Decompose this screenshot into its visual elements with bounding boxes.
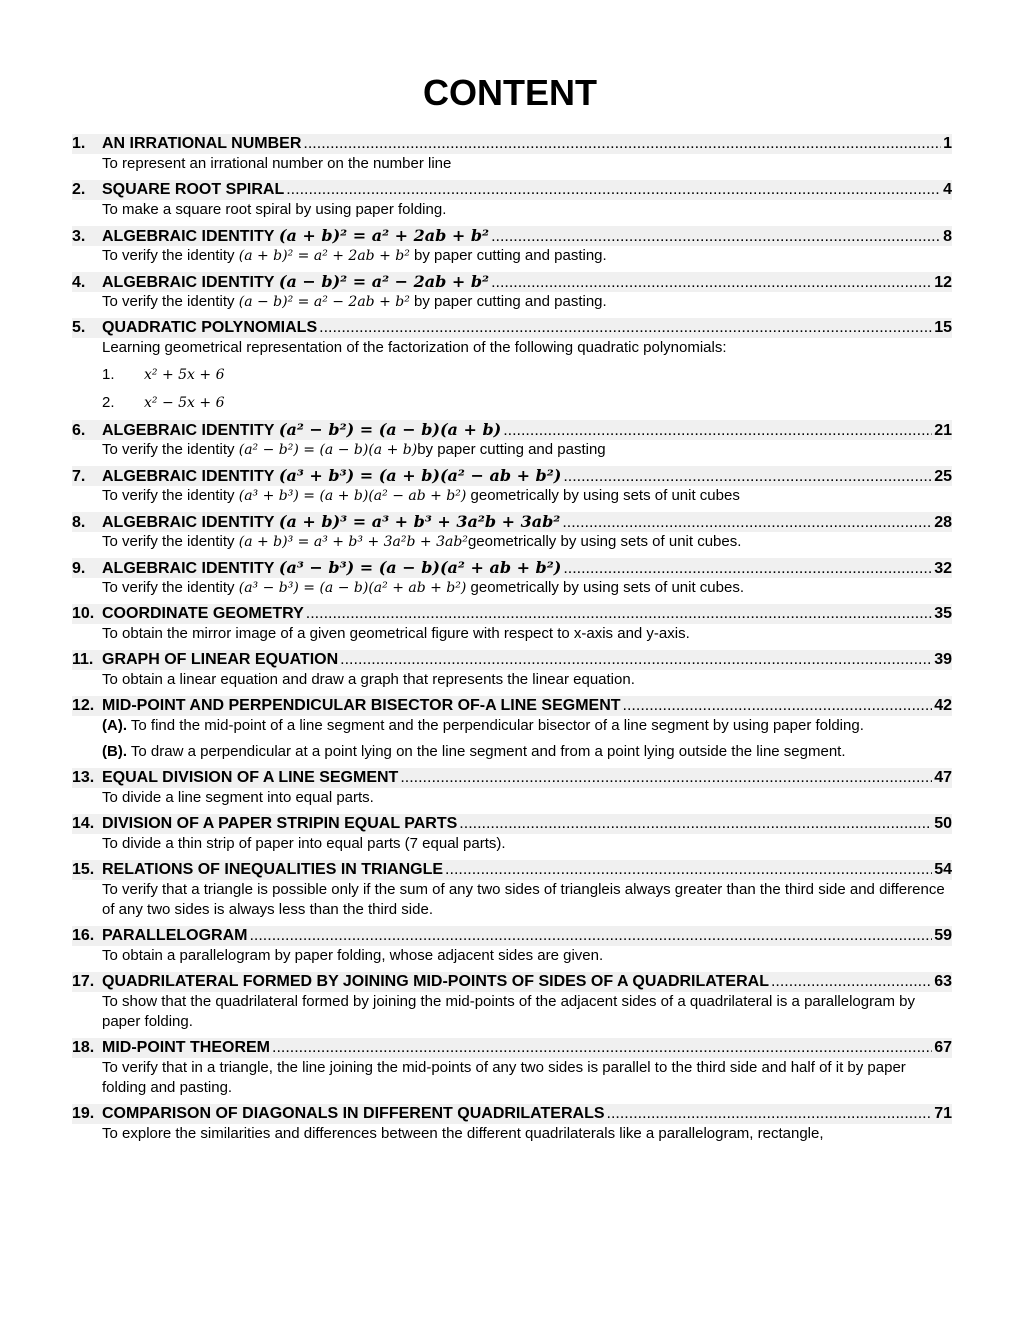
entry-page: 28 — [934, 514, 952, 531]
entry-number: 10. — [72, 605, 95, 622]
entry-page: 71 — [934, 1105, 952, 1122]
entry-number: 5. — [72, 319, 86, 336]
entry-title: RELATIONS OF INEQUALITIES IN TRIANGLE — [102, 861, 444, 878]
toc-entry[interactable] — [72, 650, 952, 690]
dot-leader — [286, 180, 941, 200]
dot-leader — [503, 421, 932, 441]
entry-heading[interactable] — [72, 860, 952, 880]
entry-title: ALGEBRAIC IDENTITY — [102, 514, 275, 531]
entry-number: 6. — [72, 422, 86, 439]
entry-page: 25 — [934, 468, 952, 485]
entry-title: QUADRATIC POLYNOMIALS — [102, 319, 318, 336]
entry-description — [102, 532, 952, 552]
entry-title: ALGEBRAIC IDENTITY — [102, 422, 275, 439]
dot-leader — [319, 318, 932, 338]
toc-entry[interactable] — [72, 604, 952, 644]
dot-leader — [445, 860, 932, 880]
entry-description: Learning geometrical representation of the factorization of the following quadratic polynomials: — [102, 339, 727, 356]
toc-entry[interactable] — [72, 318, 952, 414]
entry-page: 21 — [934, 422, 952, 439]
entry-page: 50 — [934, 815, 952, 832]
desc-text: To verify the identity — [102, 441, 235, 458]
entry-number: 17. — [72, 973, 95, 990]
heading-formula: (a² − b²) = (a − b)(a + b) — [278, 420, 502, 439]
entry-heading[interactable] — [72, 512, 952, 532]
entry-description: To verify that a triangle is possible only if the sum of any two sides of triangleis always greater than the third side and difference of any two sides is always less than the third side. — [102, 881, 945, 918]
entry-number: 1. — [72, 135, 86, 152]
entry-heading[interactable] — [72, 814, 952, 834]
desc-text: To verify the identity — [102, 533, 235, 550]
part-label: (A). — [102, 717, 127, 734]
desc-formula: (a³ − b³) = (a − b)(a² + ab + b²) — [238, 580, 467, 596]
toc-entry[interactable] — [72, 768, 952, 808]
desc-text: To verify the identity — [102, 247, 235, 264]
entry-number: 16. — [72, 927, 95, 944]
entry-title: SQUARE ROOT SPIRAL — [102, 181, 285, 198]
entry-title: ALGEBRAIC IDENTITY — [102, 228, 275, 245]
entry-description: To make a square root spiral by using paper folding. — [102, 201, 447, 218]
entry-title: AN IRRATIONAL NUMBER — [102, 135, 302, 152]
heading-formula: (a + b)³ = a³ + b³ + 3a²b + 3ab² — [278, 512, 561, 531]
entry-description: To show that the quadrilateral formed by joining the mid-points of the adjacent sides of a quadrilateral is a parallelogram by paper folding. — [102, 993, 915, 1030]
entry-title: MID-POINT AND PERPENDICULAR BISECTOR OF-A LINE SEGMENT — [102, 697, 621, 714]
dot-leader — [563, 467, 932, 487]
toc-entry[interactable] — [72, 1104, 952, 1144]
toc-entry[interactable] — [72, 696, 952, 762]
desc-formula: (a + b)² = a² + 2ab + b² — [238, 248, 410, 264]
dot-leader — [400, 768, 932, 788]
entry-number: 14. — [72, 815, 95, 832]
dot-leader — [491, 227, 941, 247]
entry-number: 8. — [72, 514, 86, 531]
page-title: CONTENT — [423, 72, 597, 113]
toc-entry[interactable] — [72, 180, 952, 220]
desc-text: To find the mid-point of a line segment and the perpendicular bisector of a line segment by using paper folding. — [130, 717, 864, 734]
toc-entry[interactable] — [72, 272, 952, 312]
entry-heading[interactable] — [72, 768, 952, 788]
entry-number: 12. — [72, 697, 95, 714]
polynomial-item — [102, 364, 952, 386]
entry-title: DIVISION OF A PAPER STRIPIN EQUAL PARTS — [102, 815, 458, 832]
entry-page: 39 — [934, 651, 952, 668]
entry-page: 8 — [943, 228, 952, 245]
entry-description — [102, 742, 952, 762]
entry-page: 54 — [934, 861, 952, 878]
entry-description: To divide a line segment into equal parts. — [102, 789, 374, 806]
toc-entry[interactable] — [72, 860, 952, 920]
entry-page: 42 — [934, 697, 952, 714]
desc-text: by paper cutting and pasting — [417, 441, 606, 458]
desc-text: by paper cutting and pasting. — [414, 247, 607, 264]
toc-entry[interactable] — [72, 226, 952, 266]
desc-text: To verify the identity — [102, 293, 235, 310]
entry-number: 2. — [72, 181, 86, 198]
entry-heading[interactable] — [72, 134, 952, 154]
item-number: 2. — [102, 394, 115, 411]
toc-entry[interactable] — [72, 134, 952, 174]
entry-number: 3. — [72, 228, 86, 245]
entry-heading[interactable] — [72, 696, 952, 716]
entry-description: To verify that in a triangle, the line joining the mid-points of any two sides is parallel to the third side and half of it by paper folding and pasting. — [102, 1059, 906, 1096]
entry-heading[interactable] — [72, 1104, 952, 1124]
entry-number: 19. — [72, 1105, 95, 1122]
dot-leader — [491, 273, 932, 293]
desc-formula: (a³ + b³) = (a + b)(a² − ab + b²) — [238, 488, 467, 504]
toc-entry[interactable] — [72, 814, 952, 854]
entry-description — [102, 292, 952, 312]
entry-description — [102, 716, 952, 736]
entry-number: 7. — [72, 468, 86, 485]
entry-title: EQUAL DIVISION OF A LINE SEGMENT — [102, 769, 399, 786]
dot-leader — [272, 1038, 932, 1058]
entry-number: 4. — [72, 274, 86, 291]
entry-heading[interactable] — [72, 558, 952, 578]
entry-page: 67 — [934, 1039, 952, 1056]
entry-number: 9. — [72, 560, 86, 577]
part-label: (B). — [102, 743, 127, 760]
polynomial-item — [102, 392, 952, 414]
entry-description — [102, 440, 952, 460]
entry-page: 32 — [934, 560, 952, 577]
item-number: 1. — [102, 366, 115, 383]
entry-heading[interactable] — [72, 1038, 952, 1058]
entry-heading[interactable] — [72, 420, 952, 440]
desc-text: To verify the identity — [102, 487, 235, 504]
dot-leader — [623, 696, 933, 716]
entry-page: 12 — [934, 274, 952, 291]
entry-title: COMPARISON OF DIAGONALS IN DIFFERENT QUADRILATERALS — [102, 1105, 605, 1122]
entry-heading[interactable] — [72, 318, 952, 338]
dot-leader — [306, 604, 932, 624]
entry-page: 15 — [934, 319, 952, 336]
entry-title: COORDINATE GEOMETRY — [102, 605, 304, 622]
entry-title: ALGEBRAIC IDENTITY — [102, 274, 275, 291]
desc-formula: (a² − b²) = (a − b)(a + b) — [238, 442, 418, 458]
entry-page: 4 — [943, 181, 952, 198]
entry-heading[interactable] — [72, 466, 952, 486]
dot-leader — [563, 559, 932, 579]
polynomial-expression: x² − 5x + 6 — [144, 395, 225, 411]
entry-title: ALGEBRAIC IDENTITY — [102, 560, 275, 577]
entry-title: PARALLELOGRAM — [102, 927, 248, 944]
entry-heading[interactable] — [72, 226, 952, 246]
desc-text: geometrically by using sets of unit cubes. — [470, 579, 744, 596]
entry-description: To divide a thin strip of paper into equal parts (7 equal parts). — [102, 835, 506, 852]
entry-number: 11. — [72, 651, 94, 668]
dot-leader — [303, 134, 941, 154]
heading-formula: (a³ − b³) = (a − b)(a² + ab + b²) — [278, 558, 562, 577]
entry-number: 15. — [72, 861, 95, 878]
desc-formula: (a + b)³ = a³ + b³ + 3a²b + 3ab² — [238, 534, 468, 550]
entry-page: 35 — [934, 605, 952, 622]
entry-page: 1 — [943, 135, 952, 152]
desc-text: To verify the identity — [102, 579, 235, 596]
entry-description: To represent an irrational number on the number line — [102, 155, 452, 172]
desc-formula: (a − b)² = a² − 2ab + b² — [238, 294, 410, 310]
entry-page: 63 — [934, 973, 952, 990]
heading-formula: (a³ + b³) = (a + b)(a² − ab + b²) — [278, 466, 562, 485]
entry-number: 13. — [72, 769, 95, 786]
heading-formula: (a + b)² = a² + 2ab + b² — [278, 226, 490, 245]
entry-title: ALGEBRAIC IDENTITY — [102, 468, 275, 485]
entry-page: 59 — [934, 927, 952, 944]
toc-entry[interactable] — [72, 420, 952, 460]
dot-leader — [249, 926, 932, 946]
dot-leader — [459, 814, 932, 834]
entry-title: QUADRILATERAL FORMED BY JOINING MID-POINTS OF SIDES OF A QUADRILATERAL — [102, 973, 769, 990]
dot-leader — [340, 650, 932, 670]
entry-number: 18. — [72, 1039, 95, 1056]
entry-heading[interactable] — [72, 180, 952, 200]
entry-page: 47 — [934, 769, 952, 786]
entry-description: To obtain the mirror image of a given geometrical figure with respect to x-axis and y-axis. — [102, 625, 690, 642]
toc-entry[interactable] — [72, 972, 952, 1032]
entry-heading[interactable] — [72, 926, 952, 946]
toc-entry[interactable] — [72, 512, 952, 552]
entry-description: To explore the similarities and differences between the different quadrilaterals like a parallelogram, rectangle, — [102, 1125, 824, 1142]
entry-title: GRAPH OF LINEAR EQUATION — [102, 651, 339, 668]
entry-description: To obtain a parallelogram by paper folding, whose adjacent sides are given. — [102, 947, 604, 964]
entry-description — [102, 246, 952, 266]
entry-description: To obtain a linear equation and draw a graph that represents the linear equation. — [102, 671, 635, 688]
entry-heading[interactable] — [72, 272, 952, 292]
desc-text: To draw a perpendicular at a point lying on the line segment and from a point lying outside the line segment. — [130, 743, 846, 760]
dot-leader — [562, 513, 932, 533]
entry-description — [102, 486, 952, 506]
heading-formula: (a − b)² = a² − 2ab + b² — [278, 272, 490, 291]
desc-text: by paper cutting and pasting. — [414, 293, 607, 310]
entry-description — [102, 578, 952, 598]
table-of-contents — [72, 134, 952, 1150]
toc-entry[interactable] — [72, 1038, 952, 1098]
polynomial-expression: x² + 5x + 6 — [144, 367, 225, 383]
dot-leader — [771, 972, 932, 992]
entry-heading[interactable] — [72, 604, 952, 624]
desc-text: geometrically by using sets of unit cubes. — [467, 533, 742, 550]
entry-title: MID-POINT THEOREM — [102, 1039, 270, 1056]
entry-heading[interactable] — [72, 650, 952, 670]
toc-entry[interactable] — [72, 926, 952, 966]
desc-text: geometrically by using sets of unit cubes — [470, 487, 740, 504]
toc-entry[interactable] — [72, 558, 952, 598]
entry-heading[interactable] — [72, 972, 952, 992]
dot-leader — [607, 1104, 933, 1124]
toc-entry[interactable] — [72, 466, 952, 506]
